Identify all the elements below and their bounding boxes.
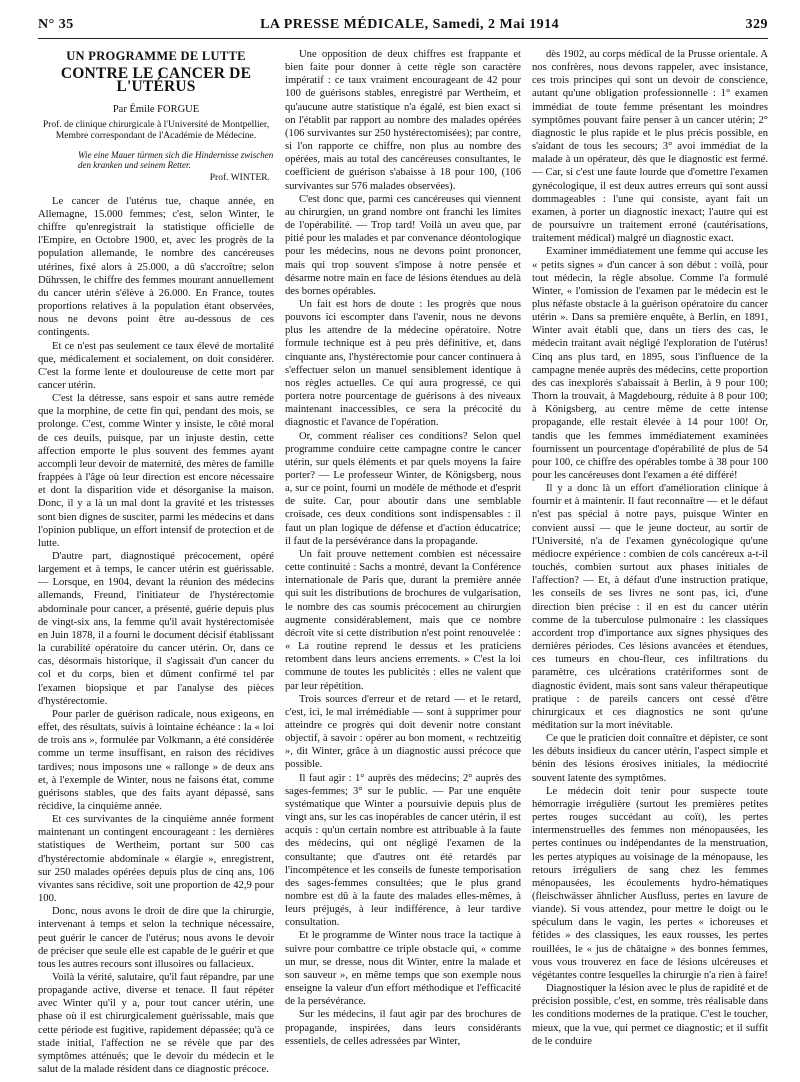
paragraph: Pour parler de guérison radicale, nous exigeons, en effet, des résultats, suivis à lointaine échéance : la « loi de trois ans », formulée par Volkmann, a été considérée comme un terme insuffisant, en raison des récidives tardives; nous imposons une « rallonge » de deux ans et, à l'exemple de Winter, nous ne faisons état, comme guérisons stables, que des faits ayant dépassé, sans récidive, la cinquième année.	[38, 708, 274, 812]
column-2-paragraphs	[285, 48, 521, 1048]
column-1-paragraphs	[38, 195, 274, 1076]
column-3	[532, 48, 768, 1078]
paragraph: Un fait est hors de doute : les progrès que nous pouvons ici escompter dans l'avenir, nous ne devons plus les attendre de la médecine opératoire. Notre formule technique est à peu près définitive, et, dans cinquante ans, l'hystérectomie pour cancer continuera à s'effectuer selon un manuel sensiblement identique à nos règles actuelles. Ce qui aura progressé, ce qui portera notre pourcentage de guérisons à des niveaux maintenant inaccessibles, ce sera la précocité du diagnostic et l'avance de l'opération.	[285, 298, 521, 429]
affiliation-line-2: Membre correspondant de l'Académie de Médecine.	[55, 130, 257, 142]
header-rule	[38, 38, 768, 39]
epigraph-author: Prof. WINTER.	[209, 172, 270, 183]
paragraph: Or, comment réaliser ces conditions? Selon quel programme conduire cette campagne contre le cancer utérin, sur quels éléments et par quels moyens la faire porter? — Le professeur Winter, de Königsberg, nous a, sur ce point, fourni un modèle de méthode et d'esprit de suite. Car, pour aboutir dans une semblable croisade, ces deux conditions sont indispensables : il faut un plan logique de défense et d'action éducatrice; il faut de la persévérance dans la propagande.	[285, 430, 521, 547]
column-2	[285, 48, 521, 1078]
paragraph: Il y a donc là un effort d'amélioration clinique à fournir et à maintenir. Il faut reconnaître — et le défaut n'est pas spécial à notre pays, puisque Winter en convient aussi — que le jeune docteur, au sortir de l'Université, n'a de l'examen gynécologique qu'une médiocre expérience : combien de cols cancéreux a-t-il touchés, combien surtout aux phases initiales de l'affection? — Et, à défaut d'une instruction pratique, les conseils de ses livres ne sont pas, ici, d'une direction bien précise : il en est du cancer utérin comme de la tuberculose pulmonaire : les classiques accordent trop d'importance aux signes physiques des dernières périodes. Ces lésions avancées et étendues, ces tumeurs en chou-fleur, ces infiltrations du paramètre, ces ulcérations cratériformes sont de diagnostic évident, mais sont sans valeur thérapeutique pratique : de pareils cancers ont cessé d'être chirurgicaux et ces diagnostics ne sont qu'une méditation sur la mort inévitable.	[532, 483, 768, 731]
column-1	[38, 48, 274, 1078]
epigraph-quote: Wie eine Mauer türmen sich die Hindernisse zwischen den kranken und seinem Retter.	[78, 149, 274, 171]
paragraph: Un fait prouve nettement combien est nécessaire cette continuité : Sachs a montré, devant la Conférence internationale de Paris que, durant la première année qui suit les distributions de brochures de vulgarisation, le nombre des cas soumis précocement au chirurgien augmente considérablement, mais que ce nombre décroît vite si cette distribution n'est point renouvelée : « La routine reprend le dessus et les praticiens retombent dans leurs anciens errements. » C'est la loi commune de toutes les publicités : elles ne valent que par leur répétition.	[285, 548, 521, 692]
journal-date-line: LA PRESSE MÉDICALE, Samedi, 2 Mai 1914	[260, 17, 560, 32]
paragraph: Ce que le praticien doit connaître et dépister, ce sont les débuts insidieux du cancer utérin, l'aspect simple et bénin des lésions érosives initiales, la médiocrité souvent latente des symptômes.	[532, 733, 768, 784]
paragraph: Trois sources d'erreur et de retard — et le retard, c'est, ici, le mal irrémédiable — sont à supprimer pour atteindre ce progrès qui doit devenir notre constant objectif, à savoir : opérer au bon moment, « rechtzeitig », dit Winter, grâce à un diagnostic aussi précoce que possible.	[285, 693, 521, 771]
paragraph: dès 1902, au corps médical de la Prusse orientale. A nos confrères, nous devons rappeler, avec insistance, ces trois principes qui sont un devoir de conscience, autant qu'une obligation professionnelle : 1° examen immédiat de toute femme présentant les moindres symptômes pouvant faire penser à un cancer utérin; 2° diagnostic le plus rapide et le plus précis possible, en s'aidant de tous les secours; 3° avoi immédiat de la malade à un opérateur, dès que le diagnostic est fermé. — Car, si c'est une faute lourde que d'omettre l'examen gynécologique, il est deux autres erreurs qui sont aussi dommageables : l'une qui consiste, ayant fait un examen, à porter un diagnostic inexact; l'autre qui est de poursuivre un traitement erroné (cautérisations, traitement médical) malgré un diagnostic exact.	[532, 49, 768, 245]
article-title-line-1: UN PROGRAMME DE LUTTE	[66, 49, 246, 63]
paragraph: Voilà la vérité, salutaire, qu'il faut répandre, par une propagande active, diverse et tenace. Il faut répéter avec Winter qu'il y a, pour tout cancer utérin, une phase où il est chirurgicalement guérissable, mais que cette période est fugitive, rapidement dépassée; qu'à ce stade initial, l'affection ne se révèle que par des symptômes atténués; que le devoir du médecin et le salut de la malade résident dans ce diagnostic précoce.	[38, 972, 274, 1076]
article-title-line-2: CONTRE LE CANCER DE L'UTÉRUS	[60, 65, 252, 96]
paragraph: Diagnostiquer la lésion avec le plus de rapidité et de précision possible, c'est, en somme, très réalisable dans les conditions modernes de la pratique. C'est le toucher, mieux, que la vue, qui permet ce diagnostic; et il suffit de le conduire	[532, 983, 768, 1047]
paragraph: Sur les médecins, il faut agir par des brochures de propagande, inspirées, dans leurs considérants essentiels, de celles adressées par Winter,	[285, 1009, 521, 1047]
paragraph: Et le programme de Winter nous trace la tactique à suivre pour combattre ce triple obstacle qui, « comme un mur, se dresse, nous dit Winter, entre la malade et son sauveur », en même temps que son exemple nous enseigne la valeur d'un effort méthodique et l'efficacité de la persévérance.	[285, 930, 521, 1008]
paragraph: Le médecin doit tenir pour suspecte toute hémorragie irrégulière (surtout les premières petites pertes rouges succédant au coït), les pertes intermenstruelles des femmes non ménopausées, les pertes continues ou indépendantes de la menstruation, les pertes atypiques au voisinage de la ménopause, les retours irréguliers de sang chez les femmes ménopausées, les écoulements hydro-hématiques (fleischwässer ähnlicher Ausfluss, pertes en lavure de viande). Si vous attendez, pour mettre le doigt ou le spéculum dans le vagin, les pertes « ichoreuses et fétides » des classiques, les eaux rousses, les pertes rouillées, le « jus de châtaigne » des bonnes femmes, vous vous trouverez en face de lésions ulcéreuses et végétantes contre lesquelles la chirurgie n'a rien à faire!	[532, 785, 768, 981]
article-body	[38, 48, 768, 1078]
paragraph: Le cancer de l'utérus tue, chaque année, en Allemagne, 15.000 femmes; c'est, selon Winter, le chiffre qu'enregistrait la statistique officielle de l'Empire, en Octobre 1900, et, avec les progrès de la population allemande, le nombre des cancéreuses utérines, fixé alors à 25.000, a dû s'accroître; selon Dührssen, le chiffre des femmes mourant annuellement du cancer utérin s'élève à 26.000. En France, toutes proportions relatives à la population étant observées, nous ne devons point être au-dessous de ces contingents.	[38, 195, 274, 339]
paragraph: D'autre part, diagnostiqué précocement, opéré largement et à temps, le cancer utérin est guérissable. — Lorsque, en 1904, devant la réunion des médecins allemands, Freund, l'initiateur de l'hystérectomie abdominale pour cancer, a présenté, guérie depuis plus de vingt-six ans, la femme qu'il avait hystérectomisée en Juin 1878, il a fourni le document décisif établissant la curabilité opératoire du cancer utérin. Or, dans ce cas, désormais historique, il s'agissait d'un cancer du col et du corps, bien et dûment confirmé tel par l'examen biopsique et par l'analyse des pièces d'hystérectomie.	[38, 551, 274, 707]
paragraph: C'est donc que, parmi ces cancéreuses qui viennent au chirurgien, un grand nombre ont franchi les limites de l'opérabilité. — Trop tard! Voilà un aveu que, par pitié pour les malades et par convenance déontologique pour les médecins, nous ne devons point prononcer, mais qui trop souvent s'impose à notre pensée et désarme notre main en face de lésions étendues au delà des bornes opérables.	[285, 193, 521, 297]
issue-number: N° 35	[38, 17, 74, 32]
page-number: 329	[745, 17, 768, 32]
paragraph: C'est la détresse, sans espoir et sans autre remède que la morphine, de cette fin qui, pendant des mois, se prolonge. C'est, comme Winter y insiste, le côté moral de ces deuils, puisque, par un injuste destin, cette affection emporte le plus souvent des femmes ayant accompli leur devoir de maternité, des mères de famille frappées à l'âge où leur direction est encore nécessaire et dont la disparition vide et désorganise la maison. Donc, il y a là un mal dont la gravité et les tristesses sont bien dignes de susciter, parmi les médecins et dans l'opinion publique, un effort intensif de protection et de lutte.	[38, 393, 274, 549]
paragraph: Examiner immédiatement une femme qui accuse les « petits signes » d'un cancer à son début : voilà, pour tout médecin, la règle absolue. Comme l'a formulé Winter, « l'omission de l'examen par le médecin est le plus néfaste obstacle à la guérison opératoire du cancer utérin ». Dans sa première enquête, à Berlin, en 1891, Winter avait établi que, dans un tiers des cas, le médecin traitant avait négligé l'exploration de l'utérus! Cinq ans plus tard, en 1895, sous l'influence de la campagne menée auprès des médecins, cette proportion des cas inexplorés s'abaissait à Berlin, à 9 pour 100; Thorn la trouvait, à Magdebourg, réduite à 8 pour 100; à Königsberg, au centre même de cette intense propagande, elle restait élevée à 14 pour 100! Or, tandis que les femmes immédiatement examinées fournissent un pourcentage d'opérabilité de plus de 54 pour 100, ce chiffre des opérables tombe à 38 pour 100 pour les cancéreuses dont l'examen a été différé!	[532, 246, 768, 481]
paragraph: Donc, nous avons le droit de dire que la chirurgie, intervenant à temps et selon la technique nécessaire, peut guérir le cancer de l'utérus; nous avons le devoir de préciser que seule elle est capable de le guérir et que tous les autres recours sont illusoires ou fallacieux.	[38, 906, 274, 970]
page-header	[38, 14, 768, 36]
paragraph: Une opposition de deux chiffres est frappante et bien faite pour donner à cette règle son caractère impératif : ce taux vraiment encourageant de 42 pour 100 de guérisons stables, enregistré par Wertheim, et qu'aucune autre statistique n'a égalé, est bien exact si on l'établit par rapport au nombre des malades opérées (106 survivantes sur 250 hystérectomisées); par contre, si l'on rapporte ce chiffre, non plus au nombre des opérées, mais au total des cancéreuses consultantes, le coefficient de guérison s'abaisse à 18 pour 100, (106 survivantes sur 576 malades observées).	[285, 49, 521, 192]
affiliation-line-1: Prof. de clinique chirurgicale à l'Université de Montpellier,	[42, 118, 270, 130]
article-author: Par Émile FORGUE	[112, 104, 200, 116]
paragraph: Et ce n'est pas seulement ce taux élevé de mortalité que, médicalement et socialement, on doit considérer. C'est la forme lente et douloureuse de cette mort par cancer utérin.	[38, 340, 274, 391]
column-3-paragraphs	[532, 48, 768, 1048]
paragraph: Et ces survivantes de la cinquième année forment maintenant un contingent encourageant : les dernières statistiques de Wertheim, portant sur 500 cas d'hystérectomie abdominale « élargie », enregistrent, sur 250 malades opérées depuis plus de cinq ans, 106 vivantes sans récidive, soit une proportion de 42,9 pour 100.	[38, 814, 274, 905]
paragraph: Il faut agir : 1° auprès des médecins; 2° auprès des sages-femmes; 3° sur le public. — Par une enquête systématique que Winter a poursuivie depuis plus de vingt ans, sur les cas inopérables de cancer utérin, il est acquis : qu'un certain nombre est attribuable à la faute des médecins, qui ont négligé l'examen de la consultante; que d'autres ont été retardés par l'incompétence et les conseils de funeste temporisation des sages-femmes consultées; que le plus grand nombre est dû à la faute des malades elles-mêmes, à leurs préjugés, à leur indifférence, à leur tardive consultation.	[285, 772, 521, 929]
author-affiliation	[38, 119, 274, 142]
